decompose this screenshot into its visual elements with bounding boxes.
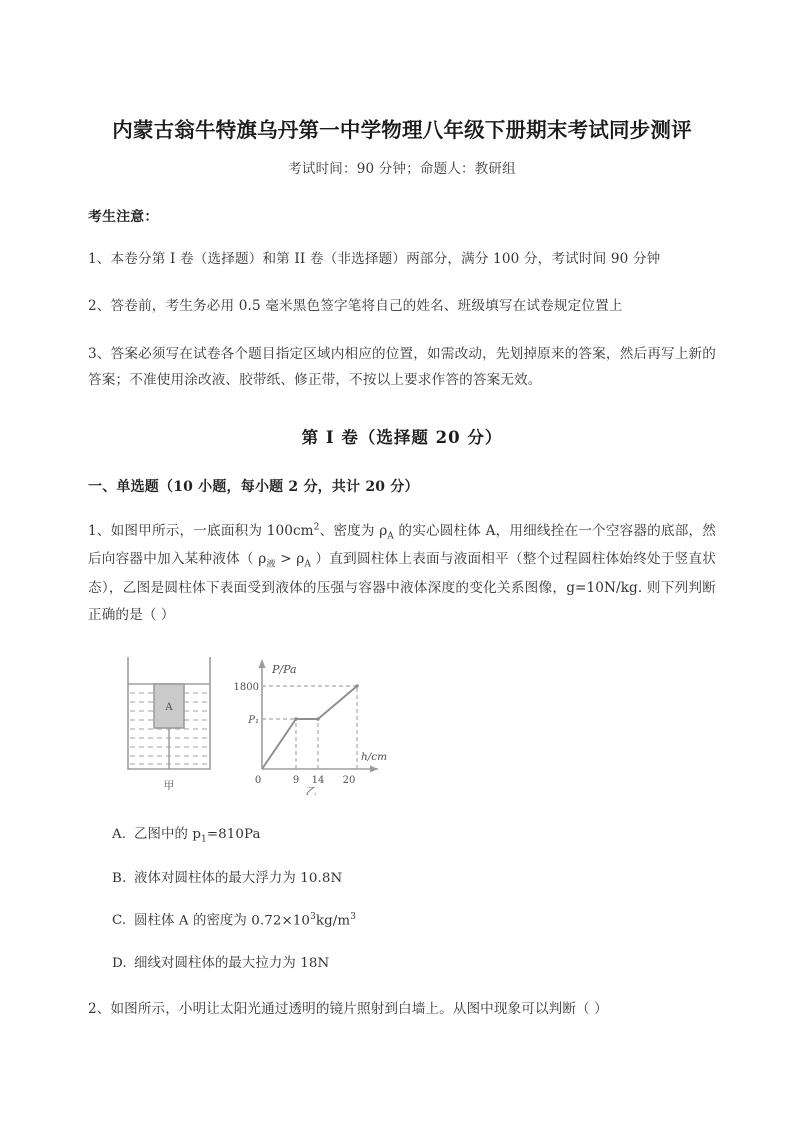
option-a-subscript: 1 xyxy=(201,834,207,845)
question-1-subscript-a: A xyxy=(387,531,394,542)
data-point-9 xyxy=(294,717,298,721)
question-1-subscript-a2: A xyxy=(304,559,312,570)
data-point-14 xyxy=(316,717,320,721)
y-tick-1800: 1800 xyxy=(233,681,259,693)
exam-subtitle: 考试时间：90 分钟；命题人：教研组 xyxy=(288,160,516,177)
section-title-single-choice: 一、单选题（10 小题，每小题 2 分，共计 20 分） xyxy=(88,478,419,495)
y-axis-label: P/Pa xyxy=(272,662,297,676)
part-one-title: 第 I 卷（选择题 20 分） xyxy=(301,427,503,447)
x-tick-20: 20 xyxy=(342,774,356,786)
question-1-text-part1: 如图甲所示，一底面积为 100cm xyxy=(110,522,314,539)
question-2-stem xyxy=(88,974,716,1023)
notice-item-3: 3、答案必须写在试卷各个题目指定区域内相应的位置，如需改动，先划掉原来的答案，然后再写上新的答案；不准使用涂改液、胶带纸、修正带，不按以上要求作答的答案无效。 xyxy=(88,345,716,389)
x-axis-label: h/cm xyxy=(361,750,388,763)
option-c-text-b: kg/m xyxy=(315,913,351,929)
x-axis-arrow xyxy=(370,765,378,772)
x-tick-14: 14 xyxy=(311,774,325,786)
physics-figure-container xyxy=(106,643,436,795)
question-1-subscript-liquid: 液 xyxy=(266,559,276,570)
question-1-number: 1、 xyxy=(88,522,111,539)
question-1-text-part5: ）直到圆柱体上表面与液面相平（整个过程圆柱体始终处于竖直状态），乙图是圆柱体下表面受到液体的压强与容器中液体深度的变化关系图像，g=10N/kg. 则下列判断正确的是（ ） xyxy=(88,551,716,623)
y-tick-p1: P₁ xyxy=(248,714,259,726)
question-1-text-part3: 的实心圆柱体 A，用细线拴在一个空容器的底部，然后向容器中加入某种液体（ ρ xyxy=(88,522,716,568)
question-1-superscript-area: 2 xyxy=(313,522,320,533)
pressure-depth-curve xyxy=(262,686,357,769)
notice-heading: 考生注意： xyxy=(88,208,159,225)
question-1-options xyxy=(88,795,716,975)
option-d-text: 细线对圆柱体的最大拉力为 18N xyxy=(134,955,330,971)
notice-item-2: 2、答卷前，考生务必用 0.5 毫米黑色签字笔将自己的姓名、班级填写在试卷规定位置上 xyxy=(88,298,623,315)
x-tick-9: 9 xyxy=(292,774,300,786)
option-c-key: C. xyxy=(112,913,127,929)
option-a[interactable] xyxy=(88,803,716,847)
option-a-text-b: =810Pa xyxy=(206,826,261,842)
option-c-superscript-1: 3 xyxy=(310,912,316,923)
question-1-figure xyxy=(88,629,716,795)
option-c-text-a: 圆柱体 A 的密度为 0.72×10 xyxy=(134,913,311,929)
notice-item-1: 1、本卷分第 I 卷（选择题）和第 II 卷（非选择题）两部分，满分 100 分，考试时间 90 分钟 xyxy=(88,250,661,267)
block-a-label: A xyxy=(165,701,173,713)
figure-right-caption: 乙 xyxy=(305,784,317,795)
page-title: 内蒙古翁牛特旗乌丹第一中学物理八年级下册期末考试同步测评 xyxy=(112,118,692,142)
x-tick-0: 0 xyxy=(254,774,262,786)
option-b-key: B. xyxy=(112,870,127,886)
option-b[interactable] xyxy=(88,847,716,889)
question-1-text-part4: > ρ xyxy=(275,551,305,568)
option-b-text: 液体对圆柱体的最大浮力为 10.8N xyxy=(134,870,343,886)
option-c-superscript-2: 3 xyxy=(350,912,357,923)
option-d[interactable] xyxy=(88,932,716,974)
option-d-key: D. xyxy=(112,955,127,971)
question-2-text: 如图所示，小明让太阳光通过透明的镜片照射到白墙上。从图中现象可以判断（ ） xyxy=(110,1001,608,1018)
question-2-number: 2、 xyxy=(88,1001,111,1018)
option-c[interactable] xyxy=(88,889,716,932)
figure-left-caption: 甲 xyxy=(163,778,175,792)
option-a-key: A. xyxy=(112,826,127,842)
y-axis-arrow xyxy=(259,659,266,668)
question-1-text-part2: 、密度为 ρ xyxy=(319,522,388,539)
figure-svg xyxy=(106,643,436,795)
page-content xyxy=(88,0,716,1023)
option-a-text-a: 乙图中的 p xyxy=(134,826,201,842)
question-1-stem xyxy=(88,496,716,629)
data-point-20 xyxy=(355,684,359,688)
